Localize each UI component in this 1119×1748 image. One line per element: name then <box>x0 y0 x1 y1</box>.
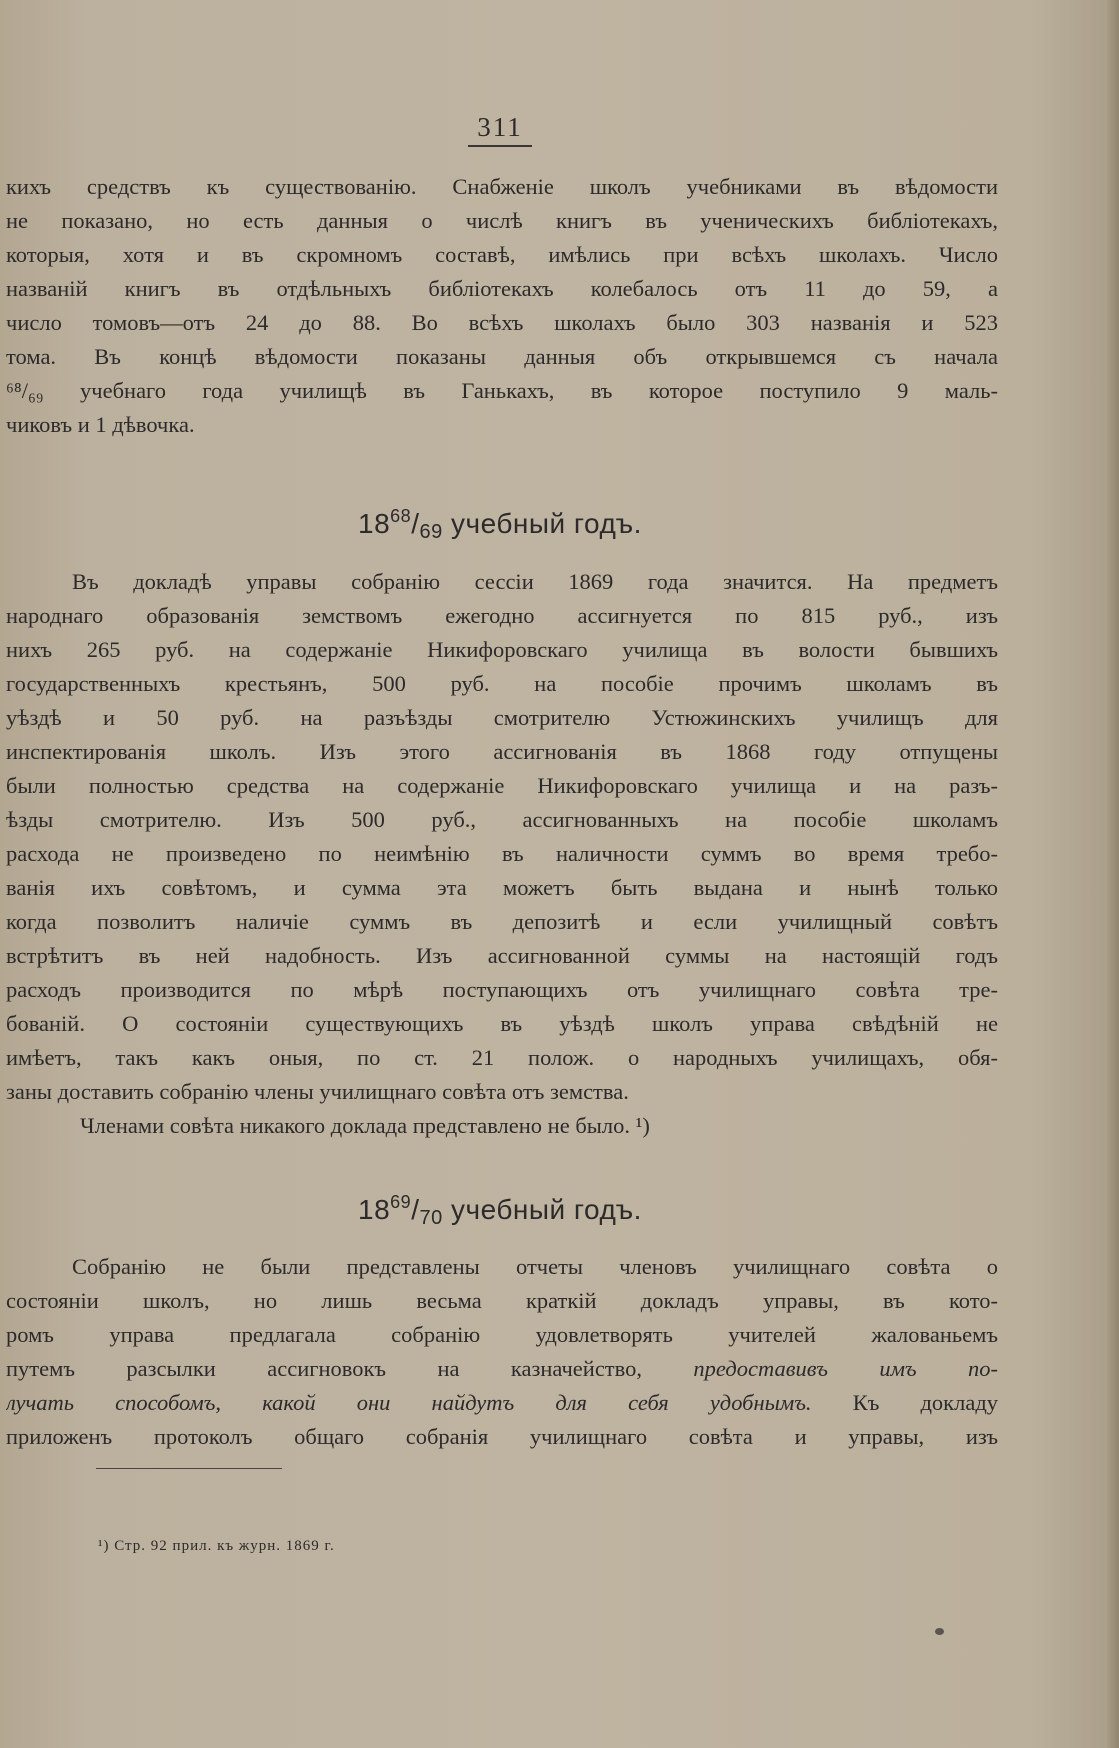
text-line: Въ докладѣ управы собранію сессіи 1869 года значится. На предметъ <box>72 569 998 594</box>
text-line: расхода не произведено по неимѣнію въ наличности суммъ во время требо- <box>6 841 998 866</box>
text-line: встрѣтитъ въ ней надобность. Изъ ассигнованной суммы на настоящій годъ <box>6 943 998 968</box>
text-line: нихъ 265 руб. на содержаніе Никифоровскаго училища въ волости бывшихъ <box>6 637 998 662</box>
section-heading-1869-70 <box>0 1192 1000 1230</box>
text-line: заны доставить собранію члены училищнаго совѣта отъ земства. <box>6 1079 629 1104</box>
text-line: Собранію не были представлены отчеты членовъ училищнаго совѣта о <box>72 1254 998 1279</box>
text-run: Къ докладу <box>852 1390 998 1415</box>
page-edge-shadow <box>1107 0 1119 1748</box>
italic-text-run: какой они найдутъ для себя удобнымъ. <box>262 1390 812 1415</box>
text-line: расходъ производится по мѣрѣ поступающихъ отъ училищнаго совѣта тре- <box>6 977 998 1002</box>
italic-text-run: предоставивъ имъ по- <box>693 1356 998 1381</box>
text-line: когда позволитъ наличіе суммъ въ депозитѣ и если училищный совѣтъ <box>6 909 998 934</box>
footnote-rule <box>96 1468 282 1469</box>
text-line: ѣзды смотрителю. Изъ 500 руб., ассигнованныхъ на пособіе школамъ <box>6 807 998 832</box>
text-line: состояніи школъ, но лишь весьма краткій докладъ управы, въ кото- <box>6 1288 998 1313</box>
text-line: приложенъ протоколъ общаго собранія училищнаго совѣта и управы, изъ <box>6 1424 998 1449</box>
text-line: кихъ средствъ къ существованію. Снабженіе школъ учебниками въ вѣдомости <box>6 174 998 199</box>
text-line: названій книгъ въ отдѣльныхъ библіотекахъ колебалось отъ 11 до 59, а <box>6 276 998 301</box>
heading-year-sup: 68 <box>390 506 412 526</box>
heading-text: учебный годъ. <box>442 1194 642 1225</box>
italic-text-run: лучать способомъ, <box>6 1390 222 1415</box>
heading-year-sub: 69 <box>419 521 443 543</box>
text-line: ⁶⁸/₆₉ учебнаго года училищѣ въ Ганькахъ, въ которое поступило 9 маль- <box>6 378 998 403</box>
text-line: народнаго образованія земствомъ ежегодно ассигнуется по 815 руб., изъ <box>6 603 998 628</box>
page-number-underline <box>468 145 532 147</box>
text-line: имѣетъ, такъ какъ оныя, по ст. 21 полож. о народныхъ училищахъ, обя- <box>6 1045 998 1070</box>
text-line: инспектированія школъ. Изъ этого ассигнованія въ 1868 году отпущены <box>6 739 998 764</box>
heading-year: 18 <box>358 1194 391 1225</box>
heading-year-sub: 70 <box>419 1207 443 1229</box>
text-line: уѣздѣ и 50 руб. на разъѣзды смотрителю Устюжинскихъ училищъ для <box>6 705 998 730</box>
text-line <box>6 1352 998 1386</box>
text-line: чиковъ и 1 дѣвочка. <box>6 412 195 437</box>
text-line: ванія ихъ совѣтомъ, и сумма эта можетъ быть выдана и нынѣ только <box>6 875 998 900</box>
footnote: ¹) Стр. 92 прил. къ журн. 1869 г. <box>98 1538 335 1554</box>
section-heading-1868-69 <box>0 506 1000 544</box>
heading-year: 18 <box>358 508 391 539</box>
ink-spot <box>935 1628 944 1635</box>
text-line: были полностью средства на содержаніе Никифоровскаго училища и на разъ- <box>6 773 998 798</box>
text-line: тома. Въ концѣ вѣдомости показаны данныя объ открывшемся съ начала <box>6 344 998 369</box>
page-number: 311 <box>477 112 523 142</box>
text-line: государственныхъ крестьянъ, 500 руб. на пособіе прочимъ школамъ въ <box>6 671 998 696</box>
heading-year-sup: 69 <box>390 1192 412 1212</box>
text-line: которыя, хотя и въ скромномъ составѣ, имѣлись при всѣхъ школахъ. Число <box>6 242 998 267</box>
text-line: бованій. О состояніи существующихъ въ уѣздѣ школъ управа свѣдѣній не <box>6 1011 998 1036</box>
heading-slash: / <box>411 508 420 539</box>
heading-slash: / <box>411 1194 420 1225</box>
text-line: не показано, но есть данныя о числѣ книгъ въ ученическихъ библіотекахъ, <box>6 208 998 233</box>
text-run: путемъ разсылки ассигновокъ на казначейство, <box>6 1356 642 1381</box>
text-line: число томовъ—отъ 24 до 88. Во всѣхъ школахъ было 303 названія и 523 <box>6 310 998 335</box>
text-line: ромъ управа предлагала собранію удовлетворять учителей жалованьемъ <box>6 1322 998 1347</box>
heading-text: учебный годъ. <box>442 508 642 539</box>
text-line: Членами совѣта никакого доклада представлено не было. ¹) <box>80 1113 650 1138</box>
text-line <box>6 1386 998 1420</box>
